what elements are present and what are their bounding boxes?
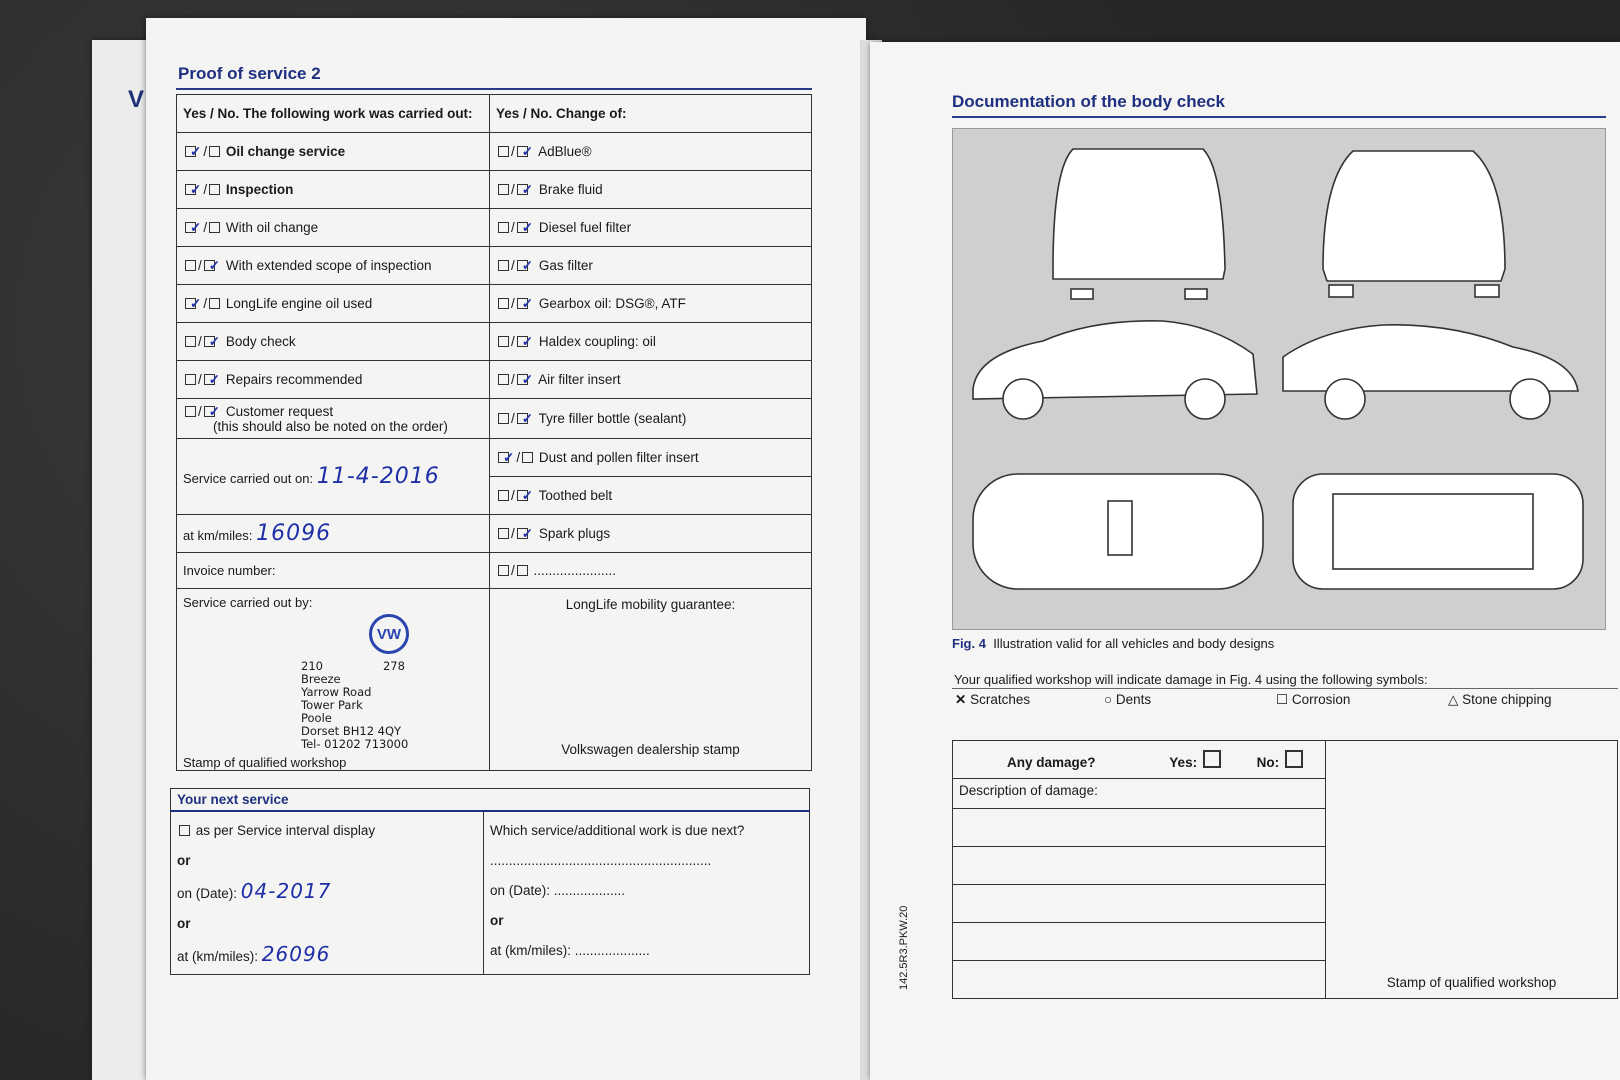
row-haldex: / ✓ Haldex coupling: oil (490, 323, 812, 361)
spine-code: 142.5R3.PKW.20 (898, 905, 910, 990)
any-damage-row: Any damage? Yes: No: (953, 741, 1326, 779)
body-check-rule (952, 116, 1606, 118)
row-repairs: / ✓ Repairs recommended (177, 361, 490, 399)
car-front-view (1323, 151, 1505, 281)
symbol-dents: ○ Dents (1104, 692, 1152, 707)
damage-description-label: Description of damage: (953, 779, 1326, 809)
intro-rule (952, 688, 1618, 689)
dealer-stamp-label: Volkswagen dealership stamp (561, 742, 740, 757)
row-pollen-filter: ✓ / Dust and pollen filter insert (490, 439, 812, 477)
dealer-stamp: 210 278 Breeze Yarrow Road Tower Park Poole Dorset BH12 4QY Tel- 01202 713000 (301, 659, 409, 751)
row-gas-filter: / ✓ Gas filter (490, 247, 812, 285)
service-date-value: 11-4-2016 (316, 464, 440, 489)
next-service-right: Which service/additional work is due next? ........................................................... on (Date): ................... or at (km/miles): .................... (484, 811, 810, 975)
previous-page-letter: V (128, 86, 145, 113)
next-km-value: 26096 (261, 941, 331, 966)
row-extended-scope: / ✓ With extended scope of inspection (177, 247, 490, 285)
damage-no-checkbox[interactable] (1285, 750, 1303, 768)
car-underbody-view (1293, 474, 1583, 589)
service-date-cell: Service carried out on: 11-4-2016 (177, 439, 490, 515)
vehicle-diagram-svg (953, 129, 1605, 629)
next-date-value: 04-2017 (240, 878, 332, 903)
damage-line[interactable] (953, 809, 1326, 847)
damage-line[interactable] (953, 885, 1326, 923)
invoice-cell: Invoice number: (177, 553, 490, 589)
damage-line[interactable] (953, 923, 1326, 961)
row-with-oil-change: ✓ / With oil change (177, 209, 490, 247)
next-service-left: as per Service interval display or on (Date): 04-2017 or at (km/miles): 26096 (171, 811, 484, 975)
damage-line[interactable] (953, 847, 1326, 885)
symbol-stone-chipping: △ Stone chipping (1448, 692, 1552, 707)
row-inspection: ✓ / Inspection (177, 171, 490, 209)
damage-table (952, 740, 1618, 999)
car-rear-view (1053, 149, 1225, 279)
next-service-table (170, 788, 810, 975)
km-value: 16096 (256, 521, 332, 546)
body-check-title: Documentation of the body check (952, 92, 1225, 111)
symbol-corrosion: ☐ Corrosion (1276, 692, 1351, 707)
vw-logo-icon: VW (369, 614, 409, 654)
row-toothed-belt: / ✓ Toothed belt (490, 477, 812, 515)
row-adblue: / ✓ AdBlue® (490, 133, 812, 171)
row-tyre-filler: / ✓ Tyre filler bottle (sealant) (490, 399, 812, 439)
damage-yes-checkbox[interactable] (1203, 750, 1221, 768)
proof-of-service-title: Proof of service 2 (178, 64, 321, 83)
damage-line[interactable] (953, 961, 1326, 999)
symbols-intro: Your qualified workshop will indicate damage in Fig. 4 using the following symbols: (954, 672, 1428, 687)
title-rule (176, 88, 812, 90)
row-oil-change: ✓ / Oil change service (177, 133, 490, 171)
service-table (176, 94, 812, 771)
fig-caption: Fig. 4 Illustration valid for all vehicles and body designs (952, 636, 1275, 651)
vehicle-diagram (952, 128, 1606, 630)
row-customer-request: / ✓ Customer request (this should also be noted on the order) (177, 399, 490, 439)
service-by-cell: Service carried out by: VW 210 278 Breeze Yarrow Road Tower Park Poole Dorset BH12 4QY Tel- 01202 713000 Stamp of qualified workshop (177, 589, 490, 771)
qualified-stamp-label: Stamp of qualified workshop (183, 755, 347, 770)
mobility-cell: LongLife mobility guarantee: Volkswagen dealership stamp (490, 589, 812, 771)
row-diesel-filter: / ✓ Diesel fuel filter (490, 209, 812, 247)
row-brake-fluid: / ✓ Brake fluid (490, 171, 812, 209)
row-body-check: / ✓ Body check (177, 323, 490, 361)
col-left-header: Yes / No. The following work was carried out: (177, 95, 490, 133)
row-air-filter: / ✓ Air filter insert (490, 361, 812, 399)
symbol-scratches: ✕ Scratches (955, 692, 1031, 707)
next-service-title: Your next service (171, 789, 810, 811)
row-blank: / ...................... (490, 553, 812, 589)
row-gearbox-oil: / ✓ Gearbox oil: DSG®, ATF (490, 285, 812, 323)
row-spark-plugs: / ✓ Spark plugs (490, 515, 812, 553)
col-right-header: Yes / No. Change of: (490, 95, 812, 133)
row-longlife-oil: ✓ / LongLife engine oil used (177, 285, 490, 323)
km-cell: at km/miles: 16096 (177, 515, 490, 553)
workshop-stamp-cell: Stamp of qualified workshop (1326, 741, 1618, 999)
